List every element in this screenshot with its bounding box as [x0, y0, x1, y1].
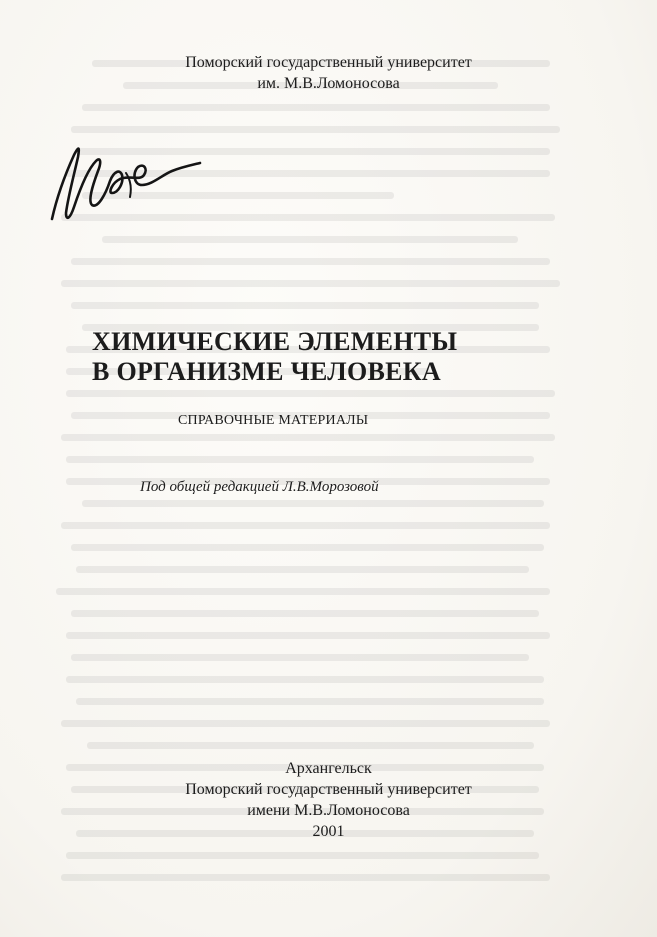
university-named-after: им. М.В.Ломоносова [257, 75, 400, 92]
book-subtitle: СПРАВОЧНЫЕ МАТЕРИАЛЫ [178, 413, 369, 428]
university-header [0, 52, 657, 94]
title-line-2: В ОРГАНИЗМЕ ЧЕЛОВЕКА [92, 357, 441, 386]
handwritten-signature [40, 135, 205, 230]
editor-credit: Под общей редакцией Л.В.Морозовой [140, 479, 379, 495]
imprint-block [0, 758, 657, 842]
imprint-publisher-named: имени М.В.Ломоносова [247, 802, 410, 819]
university-name: Поморский государственный университет [185, 54, 472, 71]
imprint-city: Архангельск [285, 760, 372, 777]
imprint-year: 2001 [312, 823, 345, 840]
title-line-1: ХИМИЧЕСКИЕ ЭЛЕМЕНТЫ [92, 327, 458, 356]
book-title [92, 327, 492, 387]
imprint-publisher: Поморский государственный университет [185, 781, 472, 798]
